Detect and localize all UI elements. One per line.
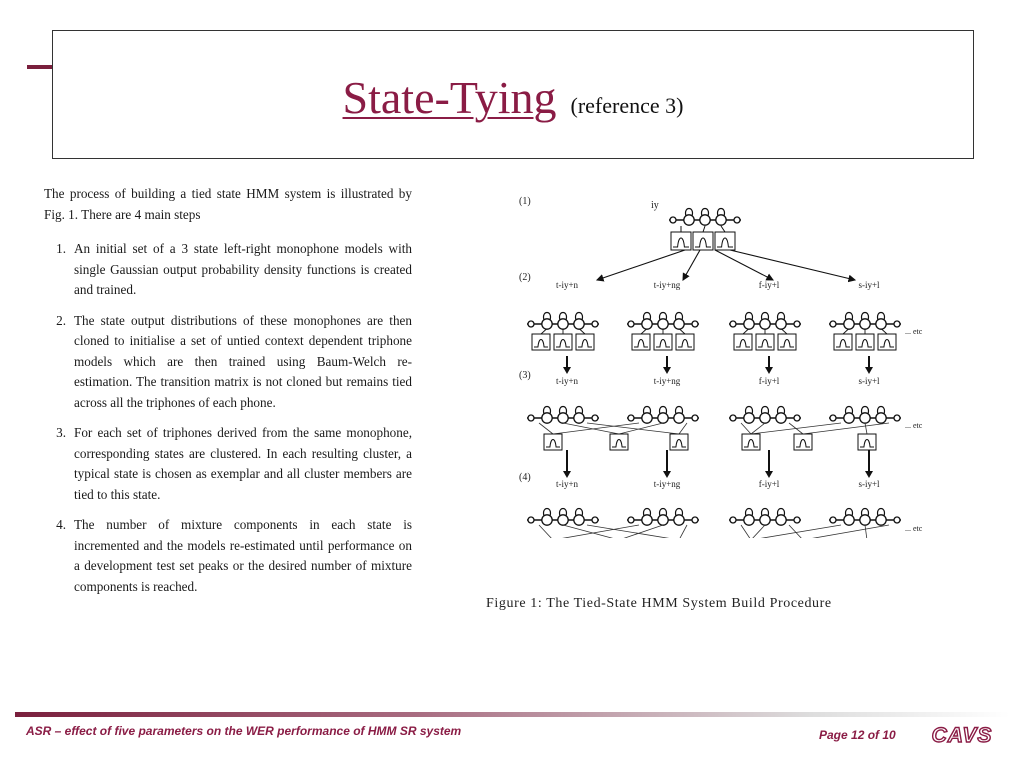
hmm-end-node bbox=[692, 517, 698, 523]
hmm-chain bbox=[627, 509, 699, 526]
hmm-state bbox=[760, 319, 770, 329]
step-item bbox=[44, 239, 412, 301]
page-number: Page 12 of 10 bbox=[819, 728, 896, 742]
hmm-state bbox=[844, 515, 854, 525]
step-text: The number of mixture components in each state is incremented and the models re-estimated until performance on a development test set peaks or the desired number of mixture components is reached. bbox=[74, 517, 412, 594]
step-arrow-head bbox=[663, 471, 671, 478]
hmm-state bbox=[760, 413, 770, 423]
hmm-end-node bbox=[794, 517, 800, 523]
hmm-state bbox=[642, 413, 652, 423]
gaussian-frame bbox=[532, 334, 550, 350]
hmm-state bbox=[542, 319, 552, 329]
gaussian-frame bbox=[670, 434, 688, 450]
hmm-end-node bbox=[730, 517, 736, 523]
hmm-chain bbox=[627, 407, 699, 424]
gaussian-box bbox=[734, 334, 752, 350]
hmm-end-node bbox=[592, 415, 598, 421]
hmm-end-node bbox=[692, 415, 698, 421]
hmm-state bbox=[658, 319, 668, 329]
etc-label: ... etc bbox=[905, 524, 923, 533]
gaussian-frame bbox=[778, 334, 796, 350]
emission-link bbox=[782, 329, 788, 334]
step-number: 3. bbox=[56, 425, 66, 440]
hmm-state bbox=[716, 215, 726, 225]
hmm-state bbox=[876, 413, 886, 423]
step-text: An initial set of a 3 state left-right monophone models with single Gaussian output probability density functions is created and trained. bbox=[74, 241, 412, 297]
gaussian-box bbox=[576, 334, 594, 350]
hmm-end-node bbox=[734, 217, 740, 223]
title-accent-bar bbox=[27, 65, 55, 69]
hmm-state bbox=[574, 515, 584, 525]
emission-link bbox=[882, 329, 888, 334]
hmm-end-node bbox=[730, 321, 736, 327]
emission-link bbox=[541, 329, 547, 334]
gaussian-box bbox=[756, 334, 774, 350]
tie-line bbox=[751, 525, 765, 538]
step-arrows bbox=[563, 356, 873, 478]
gaussian-frame bbox=[858, 434, 876, 450]
gaussian-box bbox=[715, 232, 735, 250]
gaussian-box bbox=[654, 334, 672, 350]
hmm-state bbox=[744, 413, 754, 423]
hmm-end-node bbox=[830, 321, 836, 327]
hmm-state bbox=[558, 319, 568, 329]
gaussian-box bbox=[670, 434, 688, 450]
hmm-state bbox=[658, 515, 668, 525]
slide-title: State-Tying bbox=[342, 72, 557, 123]
gaussian-box bbox=[676, 334, 694, 350]
hmm-end-node bbox=[528, 415, 534, 421]
tie-line bbox=[741, 525, 751, 538]
clone-arrows bbox=[597, 250, 855, 280]
triphone-label: t-iy+ng bbox=[653, 280, 681, 290]
hmm-end-node bbox=[592, 321, 598, 327]
triphone-label: s-iy+l bbox=[858, 376, 880, 386]
hmm-end-node bbox=[830, 415, 836, 421]
hmm-chain bbox=[829, 313, 901, 330]
gaussian-box bbox=[632, 334, 650, 350]
hmm-chain bbox=[627, 313, 699, 330]
gaussian-box bbox=[742, 434, 760, 450]
gaussian-frame bbox=[834, 334, 852, 350]
slide-title-reference: (reference 3) bbox=[570, 93, 684, 118]
step-label: (2) bbox=[519, 272, 531, 283]
emission-link bbox=[843, 329, 849, 334]
hmm-end-node bbox=[528, 321, 534, 327]
hmm-end-node bbox=[730, 415, 736, 421]
hmm-state bbox=[860, 515, 870, 525]
etc-label: ... etc bbox=[905, 421, 923, 430]
tie-line bbox=[803, 525, 889, 538]
step-arrow-head bbox=[563, 471, 571, 478]
hmm-end-node bbox=[628, 321, 634, 327]
hmm-chain bbox=[829, 407, 901, 424]
gaussian-box bbox=[856, 334, 874, 350]
hmm-state bbox=[542, 515, 552, 525]
hmm-end-node bbox=[894, 517, 900, 523]
step-item bbox=[44, 515, 412, 597]
step-text: The state output distributions of these monophones are then cloned to initialise a set of untied context dependent triphone models which are then trained using Baum-Welch re-estimation. The transition matrix is not cloned but remains tied across all the triphones of each phone. bbox=[74, 312, 412, 410]
hmm-state bbox=[844, 319, 854, 329]
hmm-state bbox=[844, 413, 854, 423]
hmm-state bbox=[674, 515, 684, 525]
tie-line bbox=[539, 423, 553, 434]
hmm-end-node bbox=[628, 415, 634, 421]
hmm-end-node bbox=[692, 321, 698, 327]
hmm-end-node bbox=[894, 415, 900, 421]
hmm-state bbox=[574, 413, 584, 423]
gaussian-frame bbox=[794, 434, 812, 450]
step-item bbox=[44, 423, 412, 505]
step-arrow-head bbox=[563, 367, 571, 374]
hmm-state bbox=[674, 413, 684, 423]
hmm-end-node bbox=[670, 217, 676, 223]
hmm-state bbox=[674, 319, 684, 329]
tie-line bbox=[741, 423, 751, 434]
gaussian-frame bbox=[756, 334, 774, 350]
hmm-state bbox=[776, 515, 786, 525]
hmm-chain bbox=[527, 407, 599, 424]
hmm-chain bbox=[829, 509, 901, 526]
hmm-state bbox=[542, 413, 552, 423]
tied-state-hmm-figure bbox=[515, 188, 925, 538]
cavs-logo bbox=[924, 722, 1000, 748]
hmm-state bbox=[642, 319, 652, 329]
emission-link bbox=[580, 329, 586, 334]
triphone-label: f-iy+l bbox=[758, 376, 780, 386]
emission-link bbox=[641, 329, 647, 334]
triphone-label: t-iy+n bbox=[555, 376, 579, 386]
gaussian-frame bbox=[632, 334, 650, 350]
emission-link bbox=[743, 329, 749, 334]
triphone-label: t-iy+n bbox=[555, 479, 579, 489]
step-label: (1) bbox=[519, 196, 531, 207]
hmm-state bbox=[776, 413, 786, 423]
gaussian-box bbox=[834, 334, 852, 350]
hmm-chain bbox=[729, 407, 801, 424]
triphone-label: f-iy+l bbox=[758, 479, 780, 489]
monophone-label: iy bbox=[651, 200, 659, 211]
cavs-logo-text: CAVS bbox=[931, 724, 993, 747]
gaussian-box bbox=[693, 232, 713, 250]
step-arrow-head bbox=[765, 367, 773, 374]
gaussian-box bbox=[778, 334, 796, 350]
gaussian-box bbox=[544, 434, 562, 450]
tie-line bbox=[587, 423, 679, 434]
tied-gaussians bbox=[544, 434, 876, 450]
gaussian-box bbox=[610, 434, 628, 450]
body-text bbox=[44, 184, 412, 607]
monophone-gaussians bbox=[671, 226, 735, 250]
gaussian-frame bbox=[544, 434, 562, 450]
tie-line bbox=[539, 525, 553, 538]
tie-line bbox=[751, 423, 841, 434]
triphone-label: t-iy+ng bbox=[653, 376, 681, 386]
gaussian-frame bbox=[610, 434, 628, 450]
hmm-state bbox=[684, 215, 694, 225]
title-line bbox=[53, 71, 973, 124]
tie-line bbox=[679, 525, 687, 538]
step-text: For each set of triphones derived from the same monophone, corresponding states are clustered. In each resulting cluster, a typical state is chosen as exemplar and all cluster members are tied to this state. bbox=[74, 425, 412, 502]
step-arrow-head bbox=[663, 367, 671, 374]
tie-line bbox=[865, 423, 867, 434]
hmm-state bbox=[700, 215, 710, 225]
gaussian-box bbox=[794, 434, 812, 450]
hmm-chain bbox=[729, 313, 801, 330]
gaussian-frame bbox=[856, 334, 874, 350]
hmm-state bbox=[558, 515, 568, 525]
step-label: (4) bbox=[519, 472, 531, 483]
step-arrow-head bbox=[865, 471, 873, 478]
mixture-tying-lines bbox=[539, 525, 889, 538]
hmm-chain bbox=[669, 209, 741, 226]
title-box bbox=[52, 30, 974, 159]
hmm-state bbox=[744, 515, 754, 525]
triphone-label: s-iy+l bbox=[858, 479, 880, 489]
hmm-state bbox=[558, 413, 568, 423]
gaussian-frame bbox=[878, 334, 896, 350]
footer-title: ASR – effect of five parameters on the WER performance of HMM SR system bbox=[26, 724, 462, 738]
gaussian-box bbox=[671, 232, 691, 250]
hmm-state bbox=[658, 413, 668, 423]
hmm-end-node bbox=[830, 517, 836, 523]
emission-link bbox=[680, 329, 686, 334]
triphone-label: t-iy+ng bbox=[653, 479, 681, 489]
etc-label: ... etc bbox=[905, 327, 923, 336]
hmm-chain bbox=[527, 509, 599, 526]
emission-link bbox=[721, 226, 725, 232]
hmm-state bbox=[642, 515, 652, 525]
hmm-state bbox=[860, 319, 870, 329]
gaussian-frame bbox=[554, 334, 572, 350]
hmm-state bbox=[574, 319, 584, 329]
hmm-state bbox=[776, 319, 786, 329]
gaussian-frame bbox=[742, 434, 760, 450]
gaussian-frame bbox=[654, 334, 672, 350]
gaussian-box bbox=[532, 334, 550, 350]
figure-caption: Figure 1: The Tied-State HMM System Build Procedure bbox=[486, 596, 832, 611]
triphone-label: f-iy+l bbox=[758, 280, 780, 290]
step-number: 2. bbox=[56, 312, 66, 328]
tie-line bbox=[679, 423, 687, 434]
hmm-end-node bbox=[592, 517, 598, 523]
hmm-end-node bbox=[528, 517, 534, 523]
hmm-end-node bbox=[794, 415, 800, 421]
untied-gaussians bbox=[532, 329, 896, 350]
tie-line bbox=[563, 525, 619, 538]
hmm-state bbox=[744, 319, 754, 329]
gaussian-box bbox=[878, 334, 896, 350]
tie-line bbox=[865, 525, 867, 538]
tying-lines bbox=[539, 423, 889, 434]
monophone-hmm bbox=[669, 209, 741, 226]
gaussian-box bbox=[858, 434, 876, 450]
hmm-state bbox=[876, 319, 886, 329]
step-number: 1. bbox=[56, 241, 66, 256]
hmm-end-node bbox=[628, 517, 634, 523]
triphone-label: s-iy+l bbox=[858, 280, 880, 290]
intro-paragraph: The process of building a tied state HMM system is illustrated by Fig. 1. There are 4 main steps bbox=[44, 186, 412, 222]
step-label: (3) bbox=[519, 370, 531, 381]
hmm-end-node bbox=[794, 321, 800, 327]
tie-line bbox=[563, 423, 619, 434]
step-arrow-head bbox=[765, 471, 773, 478]
gaussian-frame bbox=[576, 334, 594, 350]
step-arrow-head bbox=[865, 367, 873, 374]
gaussian-box bbox=[554, 334, 572, 350]
hmm-chain bbox=[527, 313, 599, 330]
gaussian-frame bbox=[676, 334, 694, 350]
gaussian-frame bbox=[734, 334, 752, 350]
hmm-state bbox=[760, 515, 770, 525]
triphone-label: t-iy+n bbox=[555, 280, 579, 290]
hmm-chain bbox=[729, 509, 801, 526]
footer-rule bbox=[15, 712, 1010, 717]
hmm-end-node bbox=[894, 321, 900, 327]
hmm-state bbox=[876, 515, 886, 525]
step-number: 4. bbox=[56, 517, 66, 532]
triphone-labels bbox=[556, 280, 880, 489]
emission-link bbox=[703, 226, 705, 232]
hmm-state bbox=[860, 413, 870, 423]
tie-line bbox=[803, 423, 889, 434]
step-item bbox=[44, 311, 412, 414]
